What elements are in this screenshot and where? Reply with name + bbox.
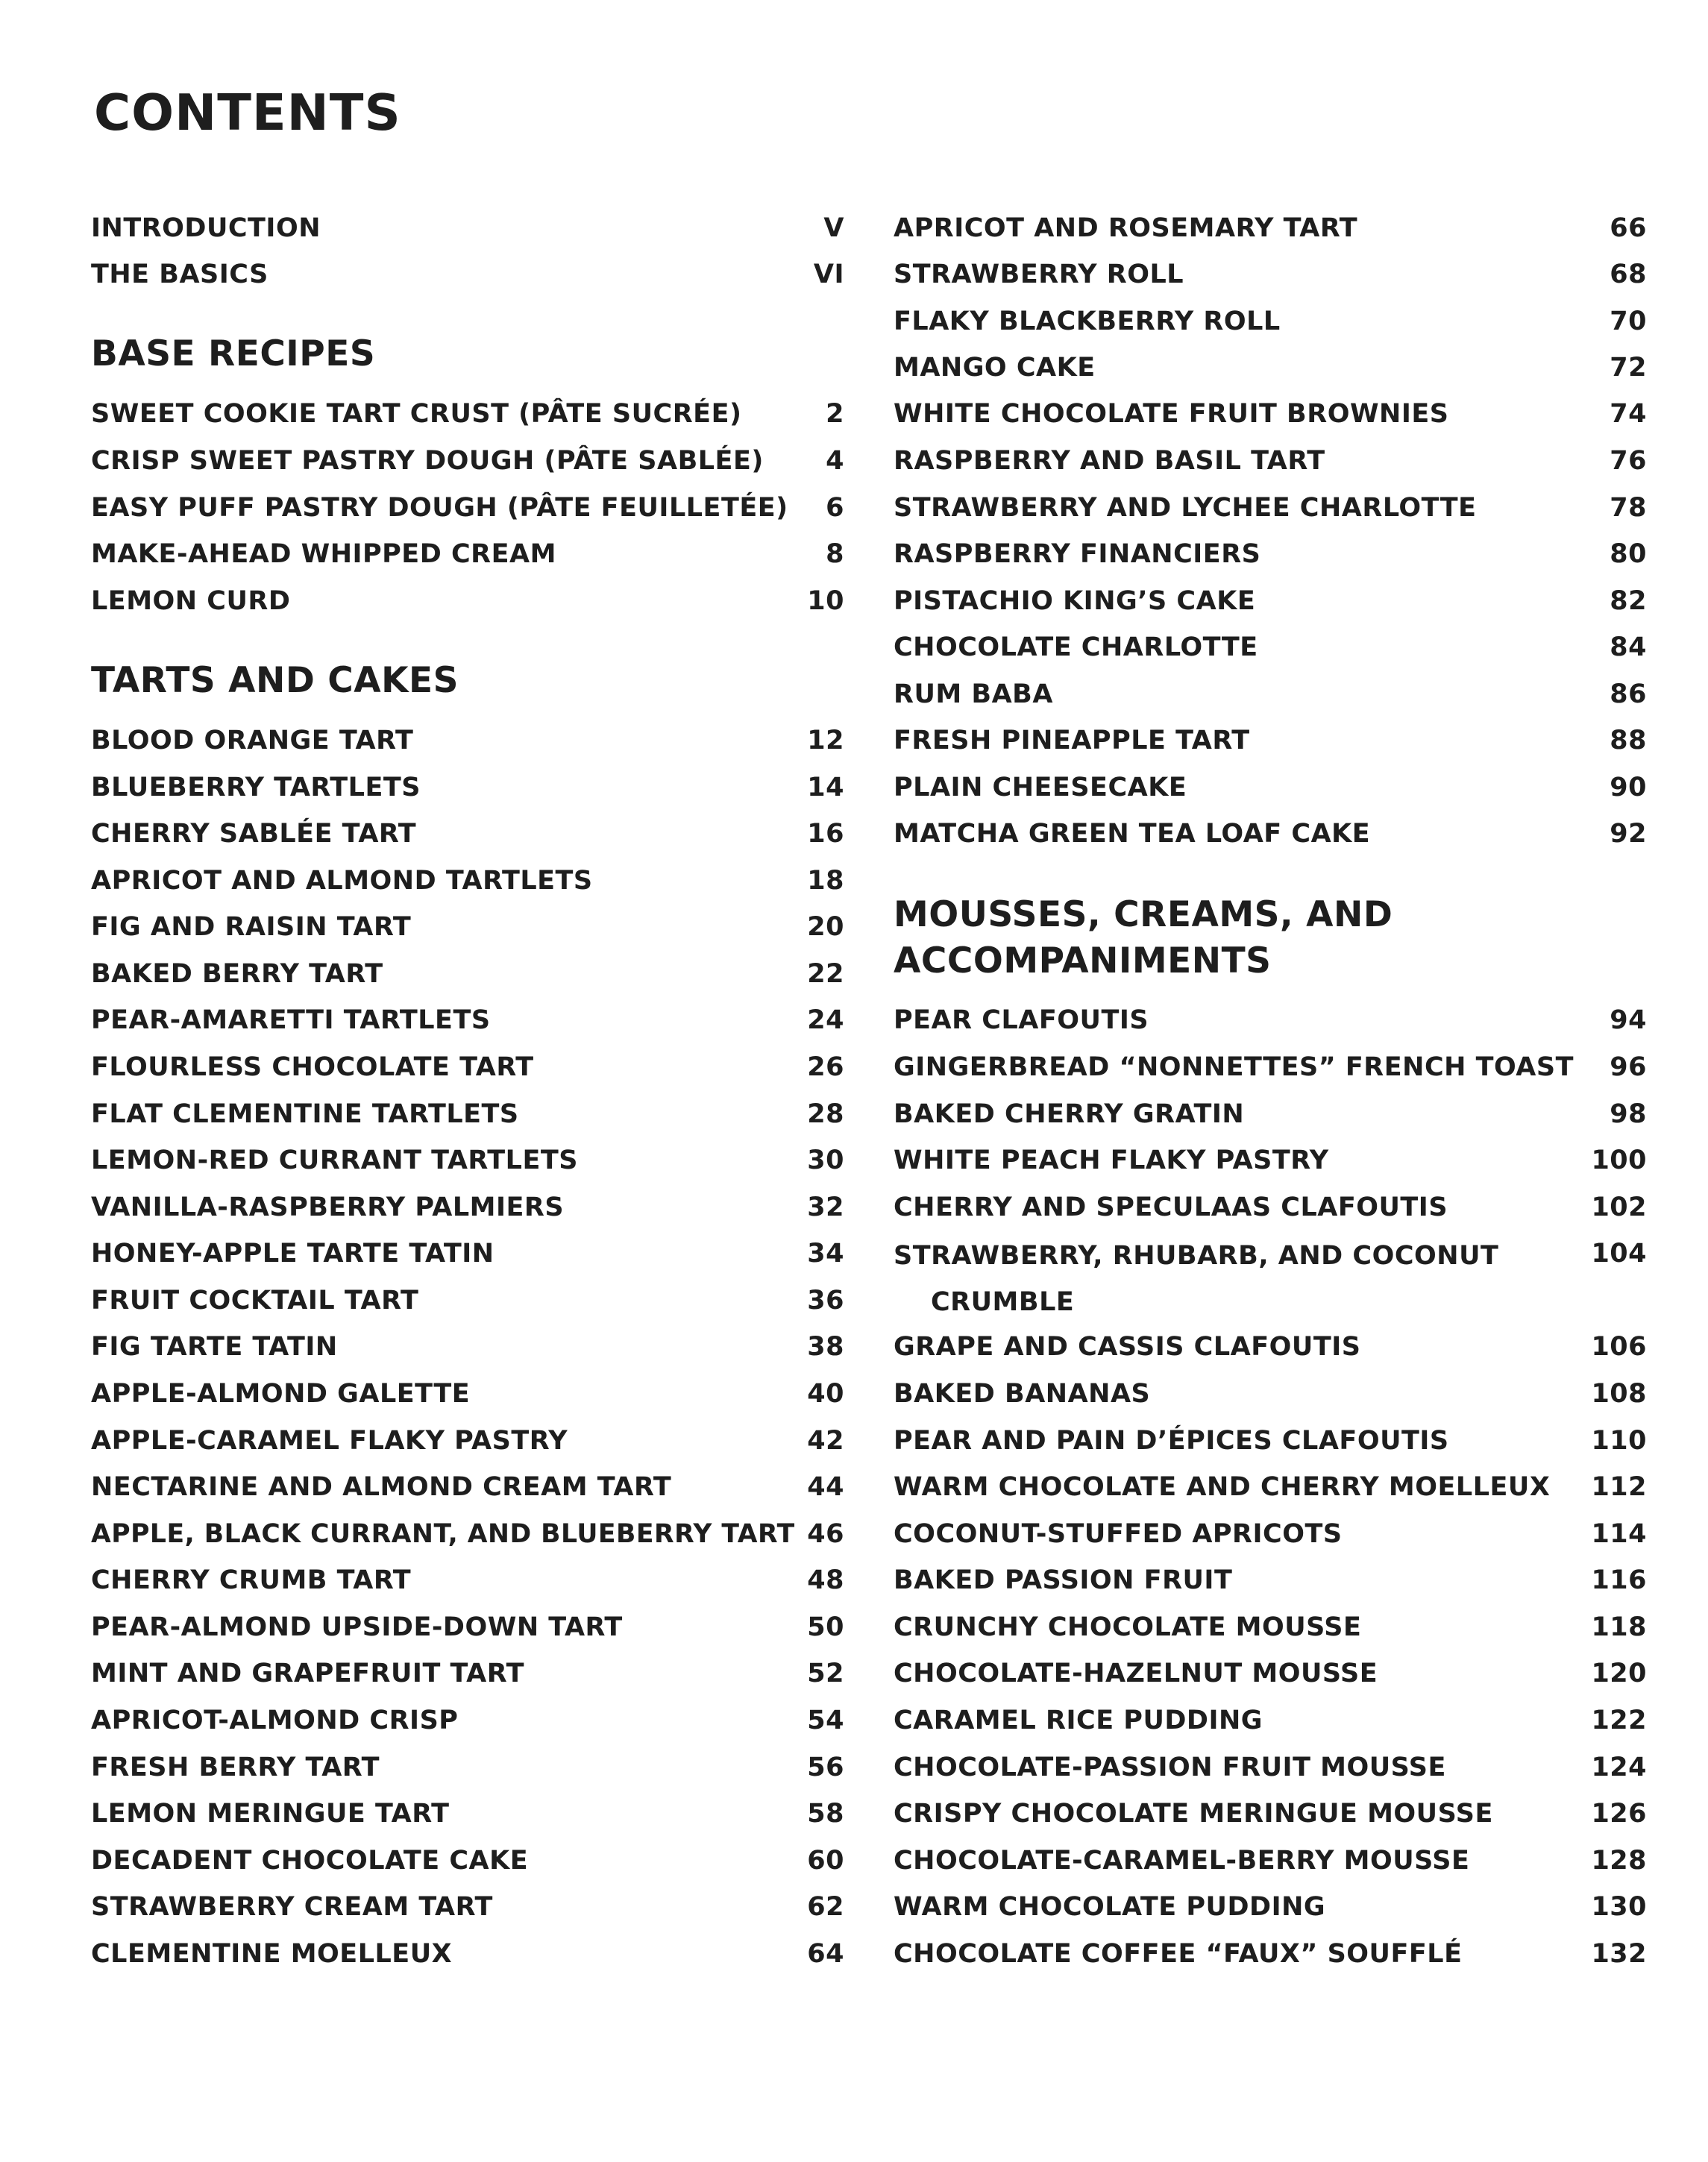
entry-title: EASY PUFF PASTRY DOUGH (PÂTE FEUILLETÉE) bbox=[91, 493, 788, 523]
toc-entry[interactable] bbox=[91, 1280, 844, 1322]
entry-page: 98 bbox=[1610, 1099, 1647, 1129]
toc-entry[interactable] bbox=[91, 1606, 844, 1648]
entry-title: PEAR AND PAIN D’ÉPICES CLAFOUTIS bbox=[894, 1426, 1449, 1456]
entry-page: 80 bbox=[1610, 539, 1647, 569]
entry-page: 100 bbox=[1591, 1146, 1647, 1175]
entry-title: VANILLA-RASPBERRY PALMIERS bbox=[91, 1192, 565, 1222]
section-heading-base-recipes: BASE RECIPES bbox=[91, 333, 376, 374]
entry-page: 24 bbox=[807, 1005, 844, 1035]
entry-page: 118 bbox=[1591, 1612, 1647, 1642]
entry-title: FRUIT COCKTAIL TART bbox=[91, 1286, 419, 1316]
toc-entry[interactable] bbox=[894, 1606, 1647, 1648]
entry-title: MATCHA GREEN TEA LOAF CAKE bbox=[894, 819, 1371, 849]
entry-page: 16 bbox=[807, 819, 844, 849]
toc-entry[interactable] bbox=[91, 1559, 844, 1601]
entry-title bbox=[894, 1233, 1535, 1325]
entry-title: FRESH BERRY TART bbox=[91, 1753, 380, 1782]
entry-title: NECTARINE AND ALMOND CREAM TART bbox=[91, 1472, 672, 1502]
entry-title: BAKED BERRY TART bbox=[91, 959, 383, 989]
entry-page: 22 bbox=[807, 959, 844, 989]
entry-title: APPLE-ALMOND GALETTE bbox=[91, 1379, 471, 1409]
entry-page: 124 bbox=[1591, 1753, 1647, 1782]
toc-entry[interactable] bbox=[91, 1420, 844, 1462]
entry-title: COCONUT-STUFFED APRICOTS bbox=[894, 1519, 1343, 1549]
entry-title: STRAWBERRY AND LYCHEE CHARLOTTE bbox=[894, 493, 1477, 523]
toc-entry[interactable] bbox=[91, 1886, 844, 1928]
entry-page: 68 bbox=[1610, 260, 1647, 289]
entry-page: 78 bbox=[1610, 493, 1647, 523]
toc-entry[interactable] bbox=[894, 1140, 1647, 1181]
toc-entry[interactable] bbox=[91, 999, 844, 1041]
entry-title: BAKED CHERRY GRATIN bbox=[894, 1099, 1245, 1129]
entry-title: FIG AND RAISIN TART bbox=[91, 912, 412, 942]
entry-title: INTRODUCTION bbox=[91, 213, 321, 243]
entry-title: MANGO CAKE bbox=[894, 353, 1096, 383]
entry-page: 84 bbox=[1610, 632, 1647, 662]
entry-page: 128 bbox=[1591, 1846, 1647, 1876]
toc-entry[interactable] bbox=[91, 1513, 844, 1555]
entry-page: 110 bbox=[1591, 1426, 1647, 1456]
entry-page: 82 bbox=[1610, 586, 1647, 616]
toc-entry[interactable] bbox=[894, 1046, 1647, 1088]
entry-page: 34 bbox=[807, 1239, 844, 1269]
entry-title: FRESH PINEAPPLE TART bbox=[894, 726, 1250, 755]
toc-entry[interactable] bbox=[91, 1326, 844, 1368]
entry-page: 4 bbox=[826, 446, 844, 476]
entry-title: STRAWBERRY CREAM TART bbox=[91, 1892, 493, 1922]
toc-entry[interactable] bbox=[91, 1140, 844, 1181]
entry-page: 18 bbox=[807, 866, 844, 896]
toc-entry[interactable] bbox=[91, 1793, 844, 1835]
entry-page: 122 bbox=[1591, 1706, 1647, 1735]
toc-entry[interactable] bbox=[91, 1653, 844, 1694]
entry-page: V bbox=[823, 213, 844, 243]
toc-entry[interactable] bbox=[894, 767, 1647, 808]
entry-page: 62 bbox=[807, 1892, 844, 1922]
entry-page: 126 bbox=[1591, 1799, 1647, 1829]
toc-entry[interactable] bbox=[894, 487, 1647, 529]
toc-entry[interactable] bbox=[894, 673, 1647, 715]
entry-title: PLAIN CHEESECAKE bbox=[894, 773, 1187, 802]
toc-entry[interactable] bbox=[894, 999, 1647, 1041]
section-heading-mousses-line2: ACCOMPANIMENTS bbox=[894, 940, 1272, 981]
entry-title: PEAR-AMARETTI TARTLETS bbox=[91, 1005, 491, 1035]
toc-entry[interactable] bbox=[91, 254, 844, 295]
entry-title: CHERRY SABLÉE TART bbox=[91, 819, 417, 849]
toc-entry[interactable] bbox=[91, 860, 844, 902]
entry-page: 114 bbox=[1591, 1519, 1647, 1549]
toc-entry[interactable] bbox=[894, 533, 1647, 575]
toc-entry[interactable] bbox=[894, 1373, 1647, 1415]
toc-entry[interactable] bbox=[894, 1933, 1647, 1975]
entry-title: CHOCOLATE COFFEE “FAUX” SOUFFLÉ bbox=[894, 1939, 1463, 1969]
entry-page: 58 bbox=[807, 1799, 844, 1829]
toc-entry[interactable] bbox=[91, 1093, 844, 1135]
toc-entry[interactable] bbox=[894, 1559, 1647, 1601]
entry-page: 38 bbox=[807, 1332, 844, 1362]
toc-entry[interactable] bbox=[91, 813, 844, 855]
entry-page: 72 bbox=[1610, 353, 1647, 383]
toc-entry[interactable] bbox=[91, 1840, 844, 1882]
toc-entry[interactable] bbox=[894, 1093, 1647, 1135]
entry-title: THE BASICS bbox=[91, 260, 269, 289]
entry-title: PEAR CLAFOUTIS bbox=[894, 1005, 1149, 1035]
toc-entry[interactable] bbox=[894, 1187, 1647, 1228]
entry-page: 6 bbox=[826, 493, 844, 523]
entry-title: SWEET COOKIE TART CRUST (PÂTE SUCRÉE) bbox=[91, 399, 742, 429]
toc-entry[interactable] bbox=[91, 533, 844, 575]
toc-entry[interactable] bbox=[894, 1326, 1647, 1368]
entry-page: 52 bbox=[807, 1659, 844, 1688]
entry-page: 130 bbox=[1591, 1892, 1647, 1922]
entry-page: 64 bbox=[807, 1939, 844, 1969]
entry-page: 70 bbox=[1610, 307, 1647, 336]
entry-title: RASPBERRY FINANCIERS bbox=[894, 539, 1261, 569]
toc-entry[interactable] bbox=[894, 254, 1647, 295]
entry-page: 26 bbox=[807, 1052, 844, 1082]
entry-page: VI bbox=[813, 260, 844, 289]
entry-title: APPLE, BLACK CURRANT, AND BLUEBERRY TART bbox=[91, 1519, 795, 1549]
toc-entry[interactable] bbox=[894, 347, 1647, 389]
toc-entry[interactable] bbox=[91, 207, 844, 249]
entry-title: DECADENT CHOCOLATE CAKE bbox=[91, 1846, 529, 1876]
entry-page: 54 bbox=[807, 1706, 844, 1735]
entry-page: 20 bbox=[807, 912, 844, 942]
entry-page: 74 bbox=[1610, 399, 1647, 429]
entry-title: GRAPE AND CASSIS CLAFOUTIS bbox=[894, 1332, 1361, 1362]
entry-title: CHOCOLATE CHARLOTTE bbox=[894, 632, 1258, 662]
entry-title: FIG TARTE TATIN bbox=[91, 1332, 338, 1362]
entry-title: CRISPY CHOCOLATE MERINGUE MOUSSE bbox=[894, 1799, 1493, 1829]
entry-title: MAKE-AHEAD WHIPPED CREAM bbox=[91, 539, 556, 569]
entry-title: LEMON MERINGUE TART bbox=[91, 1799, 450, 1829]
toc-entry[interactable] bbox=[894, 393, 1647, 435]
toc-entry[interactable] bbox=[91, 1466, 844, 1508]
section-heading-mousses: MOUSSES, CREAMS, AND bbox=[894, 894, 1393, 935]
toc-entry[interactable] bbox=[894, 301, 1647, 342]
entry-title: APPLE-CARAMEL FLAKY PASTRY bbox=[91, 1426, 568, 1456]
entry-page: 14 bbox=[807, 773, 844, 802]
toc-entry[interactable] bbox=[91, 393, 844, 435]
entry-title: STRAWBERRY ROLL bbox=[894, 260, 1184, 289]
toc-entry[interactable] bbox=[91, 953, 844, 995]
entry-title-line1: STRAWBERRY, RHUBARB, AND COCONUT bbox=[894, 1241, 1499, 1271]
entry-page: 112 bbox=[1591, 1472, 1647, 1502]
toc-entry[interactable] bbox=[91, 767, 844, 808]
entry-page: 90 bbox=[1610, 773, 1647, 802]
entry-page: 44 bbox=[807, 1472, 844, 1502]
entry-page: 10 bbox=[807, 586, 844, 616]
entry-page: 92 bbox=[1610, 819, 1647, 849]
entry-title: WHITE CHOCOLATE FRUIT BROWNIES bbox=[894, 399, 1449, 429]
entry-title: FLOURLESS CHOCOLATE TART bbox=[91, 1052, 534, 1082]
entry-title: BLOOD ORANGE TART bbox=[91, 726, 414, 755]
entry-title: CHERRY AND SPECULAAS CLAFOUTIS bbox=[894, 1192, 1448, 1222]
entry-title: LEMON-RED CURRANT TARTLETS bbox=[91, 1146, 578, 1175]
entry-title: CARAMEL RICE PUDDING bbox=[894, 1706, 1263, 1735]
entry-title: BAKED BANANAS bbox=[894, 1379, 1151, 1409]
entry-title: CRISP SWEET PASTRY DOUGH (PÂTE SABLÉE) bbox=[91, 446, 764, 476]
toc-entry[interactable] bbox=[91, 1700, 844, 1741]
entry-title: MINT AND GRAPEFRUIT TART bbox=[91, 1659, 525, 1688]
entry-page: 132 bbox=[1591, 1939, 1647, 1969]
entry-title: BAKED PASSION FRUIT bbox=[894, 1565, 1233, 1595]
entry-page: 66 bbox=[1610, 213, 1647, 243]
toc-entry[interactable] bbox=[91, 440, 844, 482]
toc-entry[interactable] bbox=[91, 1747, 844, 1788]
entry-page: 96 bbox=[1610, 1052, 1647, 1082]
entry-title: PISTACHIO KING’S CAKE bbox=[894, 586, 1256, 616]
toc-entry[interactable] bbox=[894, 1420, 1647, 1462]
toc-entry[interactable] bbox=[894, 720, 1647, 761]
toc-entry[interactable] bbox=[894, 1653, 1647, 1694]
entry-page: 42 bbox=[807, 1426, 844, 1456]
entry-title: GINGERBREAD “NONNETTES” FRENCH TOAST bbox=[894, 1052, 1574, 1082]
entry-page: 36 bbox=[807, 1286, 844, 1316]
entry-page: 104 bbox=[1591, 1239, 1647, 1269]
entry-page: 108 bbox=[1591, 1379, 1647, 1409]
entry-title: CHOCOLATE-PASSION FRUIT MOUSSE bbox=[894, 1753, 1446, 1782]
toc-entry[interactable] bbox=[894, 580, 1647, 622]
entry-title: BLUEBERRY TARTLETS bbox=[91, 773, 421, 802]
entry-title: WHITE PEACH FLAKY PASTRY bbox=[894, 1146, 1329, 1175]
toc-entry[interactable] bbox=[894, 1886, 1647, 1928]
entry-page: 30 bbox=[807, 1146, 844, 1175]
entry-page: 76 bbox=[1610, 446, 1647, 476]
section-heading-tarts-and-cakes: TARTS AND CAKES bbox=[91, 660, 459, 701]
toc-entry[interactable] bbox=[91, 1373, 844, 1415]
entry-page: 40 bbox=[807, 1379, 844, 1409]
entry-title: FLAT CLEMENTINE TARTLETS bbox=[91, 1099, 519, 1129]
entry-page: 60 bbox=[807, 1846, 844, 1876]
toc-entry[interactable] bbox=[894, 1840, 1647, 1882]
toc-entry[interactable] bbox=[894, 813, 1647, 855]
entry-page: 102 bbox=[1591, 1192, 1647, 1222]
entry-page: 2 bbox=[826, 399, 844, 429]
entry-page: 12 bbox=[807, 726, 844, 755]
toc-entry[interactable] bbox=[91, 1233, 844, 1275]
entry-page: 28 bbox=[807, 1099, 844, 1129]
entry-title-line2: CRUMBLE bbox=[931, 1287, 1075, 1317]
entry-title: CHERRY CRUMB TART bbox=[91, 1565, 412, 1595]
entry-page: 94 bbox=[1610, 1005, 1647, 1035]
entry-page: 86 bbox=[1610, 679, 1647, 709]
toc-entry[interactable] bbox=[91, 487, 844, 529]
toc-entry[interactable] bbox=[894, 1466, 1647, 1508]
entry-title: CRUNCHY CHOCOLATE MOUSSE bbox=[894, 1612, 1362, 1642]
page-title: CONTENTS bbox=[94, 84, 401, 142]
entry-page: 56 bbox=[807, 1753, 844, 1782]
entry-title: FLAKY BLACKBERRY ROLL bbox=[894, 307, 1281, 336]
entry-title: CHOCOLATE-CARAMEL-BERRY MOUSSE bbox=[894, 1846, 1470, 1876]
toc-entry[interactable] bbox=[91, 720, 844, 761]
toc-entry[interactable] bbox=[894, 1700, 1647, 1741]
toc-entry[interactable] bbox=[894, 1747, 1647, 1788]
toc-entry[interactable] bbox=[894, 1513, 1647, 1555]
toc-entry[interactable] bbox=[91, 1933, 844, 1975]
entry-page: 48 bbox=[807, 1565, 844, 1595]
entry-page: 50 bbox=[807, 1612, 844, 1642]
entry-page: 120 bbox=[1591, 1659, 1647, 1688]
toc-entry[interactable] bbox=[894, 626, 1647, 668]
toc-entry[interactable] bbox=[894, 1233, 1647, 1322]
entry-title: PEAR-ALMOND UPSIDE-DOWN TART bbox=[91, 1612, 623, 1642]
entry-title: WARM CHOCOLATE AND CHERRY MOELLEUX bbox=[894, 1472, 1551, 1502]
toc-entry[interactable] bbox=[91, 1187, 844, 1228]
entry-title: LEMON CURD bbox=[91, 586, 291, 616]
entry-title: APRICOT AND ROSEMARY TART bbox=[894, 213, 1358, 243]
entry-title: CHOCOLATE-HAZELNUT MOUSSE bbox=[894, 1659, 1378, 1688]
entry-title: APRICOT-ALMOND CRISP bbox=[91, 1706, 459, 1735]
entry-page: 116 bbox=[1591, 1565, 1647, 1595]
toc-entry[interactable] bbox=[91, 1046, 844, 1088]
entry-title: RASPBERRY AND BASIL TART bbox=[894, 446, 1325, 476]
entry-title: HONEY-APPLE TARTE TATIN bbox=[91, 1239, 494, 1269]
toc-entry[interactable] bbox=[894, 207, 1647, 249]
toc-entry[interactable] bbox=[91, 580, 844, 622]
entry-title: WARM CHOCOLATE PUDDING bbox=[894, 1892, 1326, 1922]
toc-entry[interactable] bbox=[894, 1793, 1647, 1835]
entry-page: 106 bbox=[1591, 1332, 1647, 1362]
toc-entry[interactable] bbox=[894, 440, 1647, 482]
entry-page: 46 bbox=[807, 1519, 844, 1549]
entry-title: CLEMENTINE MOELLEUX bbox=[91, 1939, 453, 1969]
entry-title: RUM BABA bbox=[894, 679, 1053, 709]
entry-title: APRICOT AND ALMOND TARTLETS bbox=[91, 866, 593, 896]
entry-page: 32 bbox=[807, 1192, 844, 1222]
entry-page: 88 bbox=[1610, 726, 1647, 755]
toc-entry[interactable] bbox=[91, 906, 844, 948]
entry-page: 8 bbox=[826, 539, 844, 569]
